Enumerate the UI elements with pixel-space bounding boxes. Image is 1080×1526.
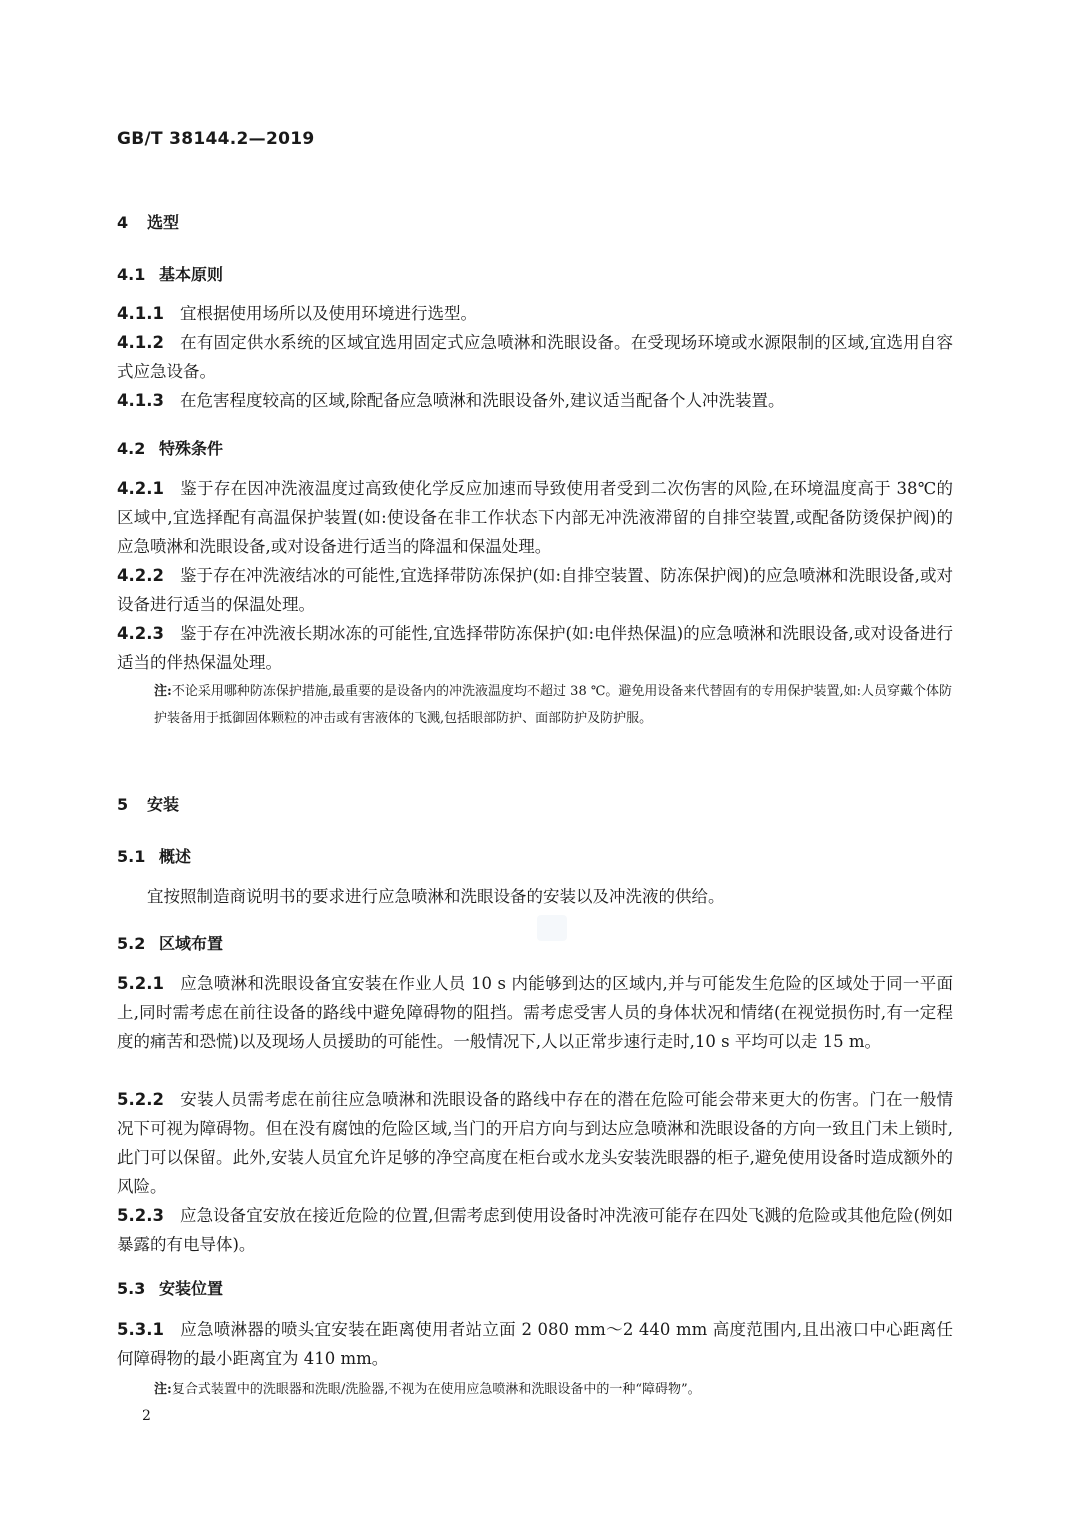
clause-number: 5.3.1 <box>117 1320 164 1339</box>
clause-text: 应急喷淋器的喷头宜安装在距离使用者站立面 2 080 mm～2 440 mm 高度范围内,且出液口中心距离任何障碍物的最小距离宜为 410 mm。 <box>117 1320 953 1368</box>
section-number: 5.2 <box>117 934 146 953</box>
page-number: 2 <box>142 1408 151 1424</box>
standard-code: GB/T 38144.2—2019 <box>117 129 315 149</box>
clause-number: 4.1.1 <box>117 304 164 323</box>
section-4-heading <box>117 210 179 233</box>
clause-4-2-3 <box>117 619 953 677</box>
clause-5-2-3 <box>117 1201 953 1259</box>
clause-4-2-1 <box>117 474 953 561</box>
note-5-3 <box>154 1376 952 1403</box>
clause-text: 鉴于存在因冲洗液温度过高致使化学反应加速而导致使用者受到二次伤害的风险,在环境温度高于 38℃的区域中,宜选择配有高温保护装置(如:使设备在非工作状态下内部无冲洗液滞留的自排空装置,或配备防烫保护阀)的应急喷淋和洗眼设备,或对设备进行适当的降温和保温处理。 <box>117 479 953 556</box>
clause-text: 宜根据使用场所以及使用环境进行选型。 <box>179 304 477 323</box>
clause-text: 鉴于存在冲洗液结冰的可能性,宜选择带防冻保护(如:自排空装置、防冻保护阀)的应急喷淋和洗眼设备,或对设备进行适当的保温处理。 <box>117 566 953 614</box>
clause-4-1-2 <box>117 328 953 386</box>
clause-text: 在有固定供水系统的区域宜选用固定式应急喷淋和洗眼设备。在受现场环境或水源限制的区域,宜选用自容式应急设备。 <box>117 333 953 381</box>
clause-5-1 <box>117 882 953 911</box>
section-4-1-heading <box>117 262 223 285</box>
section-number: 4.2 <box>117 439 146 458</box>
clause-number: 5.2.1 <box>117 974 164 993</box>
clause-4-2-2 <box>117 561 953 619</box>
section-number: 4 <box>117 213 129 232</box>
section-number: 5 <box>117 795 129 814</box>
note-text: 不论采用哪种防冻保护措施,最重要的是设备内的冲洗液温度均不超过 38 ℃。避免用设备来代替固有的专用保护装置,如:人员穿戴个体防护装备用于抵御固体颗粒的冲击或有害液体的飞溅,包括眼部防护、面部防护及防护服。 <box>154 684 952 726</box>
section-5-heading <box>117 792 179 815</box>
note-label: 注: <box>154 1382 172 1397</box>
clause-text: 鉴于存在冲洗液长期冰冻的可能性,宜选择带防冻保护(如:电伴热保温)的应急喷淋和洗眼设备,或对设备进行适当的伴热保温处理。 <box>117 624 953 672</box>
section-5-3-heading <box>117 1276 223 1299</box>
section-title: 安装 <box>147 795 180 814</box>
section-5-2-heading <box>117 931 223 954</box>
watermark-mark <box>537 915 567 941</box>
clause-4-1-3 <box>117 386 953 415</box>
note-text: 复合式装置中的洗眼器和洗眼/洗脸器,不视为在使用应急喷淋和洗眼设备中的一种“障碍物”。 <box>171 1382 701 1397</box>
note-label: 注: <box>154 684 172 699</box>
clause-text: 安装人员需考虑在前往应急喷淋和洗眼设备的路线中存在的潜在危险可能会带来更大的伤害。门在一般情况下可视为障碍物。但在没有腐蚀的危险区域,当门的开启方向与到达应急喷淋和洗眼设备的方向一致且门未上锁时,此门可以保留。此外,安装人员宜允许足够的净空高度在柜台或水龙头安装洗眼器的柜子,避免使用设备时造成额外的风险。 <box>117 1090 953 1196</box>
clause-text: 在危害程度较高的区域,除配备应急喷淋和洗眼设备外,建议适当配备个人冲洗装置。 <box>179 391 785 410</box>
clause-4-1-1 <box>117 299 953 328</box>
clause-5-3-1 <box>117 1315 953 1373</box>
section-4-2-heading <box>117 436 223 459</box>
clause-number: 4.1.3 <box>117 391 164 410</box>
section-5-1-heading <box>117 844 191 867</box>
clause-number: 5.2.2 <box>117 1090 164 1109</box>
clause-number: 4.1.2 <box>117 333 164 352</box>
clause-5-2-2 <box>117 1085 953 1201</box>
clause-text: 应急设备宜安放在接近危险的位置,但需考虑到使用设备时冲洗液可能存在四处飞溅的危险或其他危险(例如暴露的有电导体)。 <box>117 1206 953 1254</box>
clause-number: 4.2.2 <box>117 566 164 585</box>
clause-number: 4.2.3 <box>117 624 164 643</box>
clause-number: 5.2.3 <box>117 1206 164 1225</box>
clause-text: 宜按照制造商说明书的要求进行应急喷淋和洗眼设备的安装以及冲洗液的供给。 <box>147 887 725 906</box>
clause-5-2-1 <box>117 969 953 1056</box>
section-number: 5.3 <box>117 1279 146 1298</box>
note-4-2 <box>154 678 952 732</box>
section-number: 4.1 <box>117 265 146 284</box>
clause-number: 4.2.1 <box>117 479 164 498</box>
section-title: 基本原则 <box>159 265 224 284</box>
section-title: 区域布置 <box>159 934 224 953</box>
section-title: 选型 <box>147 213 180 232</box>
section-title: 安装位置 <box>159 1279 224 1298</box>
clause-text: 应急喷淋和洗眼设备宜安装在作业人员 10 s 内能够到达的区域内,并与可能发生危险的区域处于同一平面上,同时需考虑在前往设备的路线中避免障碍物的阻挡。需考虑受害人员的身体状况和情绪(在视觉损伤时,有一定程度的痛苦和恐慌)以及现场人员援助的可能性。一般情况下,人以正常步速行走时,10 s 平均可以走 15 m。 <box>117 974 953 1051</box>
section-title: 概述 <box>159 847 192 866</box>
section-number: 5.1 <box>117 847 146 866</box>
section-title: 特殊条件 <box>159 439 224 458</box>
